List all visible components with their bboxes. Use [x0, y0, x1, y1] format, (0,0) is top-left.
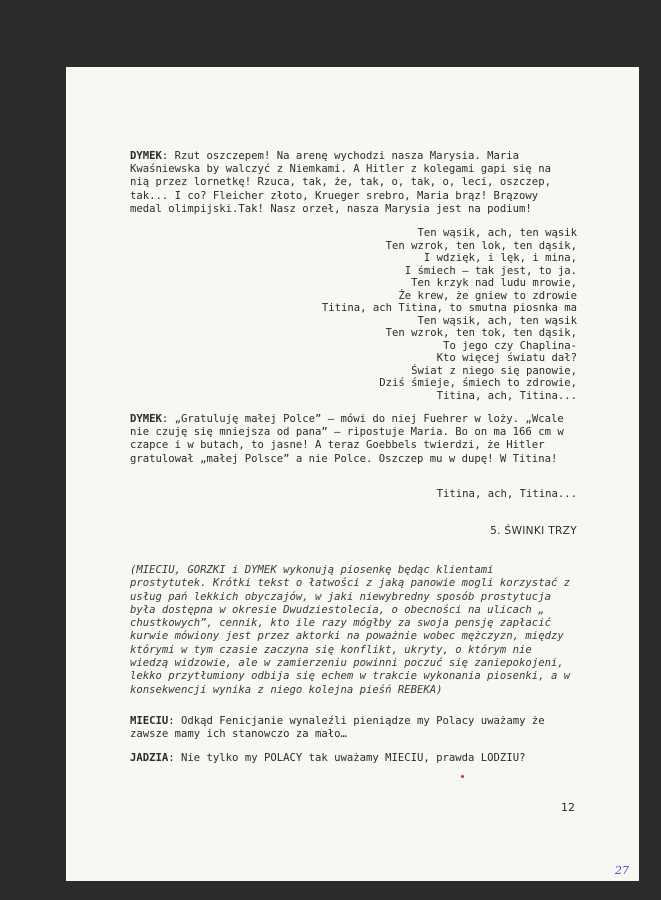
paragraph-dymek-2 [130, 413, 566, 466]
verse-line: Kto więcej światu dał? [436, 352, 577, 364]
red-ink-dot [461, 775, 464, 778]
page-number: 12 [561, 801, 575, 814]
verse-line: Ten wąsik, ach, ten wąsik [417, 227, 577, 239]
verse-line: Świat z niego się panowie, [411, 364, 577, 377]
verse-line: Ten krzyk nad ludu mrowie, [411, 277, 577, 289]
speaker-name: MIECIU [130, 715, 169, 727]
paragraph-dymek-1 [130, 150, 566, 216]
paragraph-jadzia [130, 752, 566, 765]
verse-line: To jego czy Chaplina- [443, 339, 577, 352]
verse-line: Dziś śmieje, śmiech to zdrowie, [379, 377, 577, 389]
verse-line: Ten wąsik, ach, ten wąsik [417, 314, 577, 327]
paragraph-text: : Nie tylko my POLACY tak uważamy MIECIU, prawda LODZIU? [168, 752, 526, 764]
verse-line: Titina, ach, Titina... [436, 389, 577, 402]
paragraph-text: : Rzut oszczepem! Na arenę wychodzi nasza Marysia. Maria Kwaśniewska by walczyć z Niemkami. A Hitler z kolegami gapi się na nią przez lornetkę! Rzuca, tak, że, tak, o, tak, o, leci, oszczep, tak... I co? Fleicher złoto, Krueger srebro, Maria brąz! Brązowy medal olimpijski.Tak! Nasz orzeł, nasza Marysia jest na podium! [130, 150, 551, 215]
speaker-name: DYMEK [130, 413, 162, 425]
speaker-name: DYMEK [130, 150, 162, 162]
handwritten-page-number: 27 [615, 864, 629, 877]
verse-line: Ten wzrok, ten lok, ten dąsik, [385, 239, 577, 252]
verse-line: Ten wzrok, ten tok, ten dąsik, [385, 327, 577, 339]
verse-line: I wdzięk, i lęk, i mina, [423, 252, 577, 264]
verse-line: Że krew, że gniew to zdrowie [398, 289, 577, 302]
paragraph-text: : „Gratuluję małej Polce” – mówi do niej Fuehrer w loży. „Wcale nie czuję się mniejsza od pana” – ripostuje Maria. Bo on ma 166 cm w czapce i w butach, to jasne! A teraz Goebbels twierdzi, że Hitler gratulował „małej Polsce” a nie Polce. Oszczep mu w dupę! W Titina! [130, 413, 564, 465]
refrain-line: Titina, ach, Titina... [436, 488, 577, 500]
song-title: 5. ŚWINKI TRZY [490, 525, 577, 537]
document-page [66, 67, 639, 881]
stage-direction: (MIECIU, GORZKI i DYMEK wykonują piosenkę będąc klientami prostytutek. Krótki tekst o łatwości z jaką panowie mogli korzystać z usług pań lekkich obyczajów, w jaki niewybredny sposób prostytucja była dostępna w okresie Dwudziestolecia, o obecności na ulicach „ chustkowych”, cennik, kto ile razy mógłby za swoja pensję zapłacić kurwie mówiony jest przez aktorki na poważnie wobec mężczyzn, między którymi w tym czasie zaczyna się konflikt, ukryty, o którym nie wiedzą widzowie, ale w zamierzeniu powinni poczuć się zaniepokojeni, lekko przytłumiony odbija się echem w trakcie wykonania piosenki, a w konsekwencji wynika z niego kolejna pieśń REBEKA) [130, 564, 571, 696]
song-verse [277, 227, 577, 402]
verse-line: Titina, ach Titina, to smutna piosnka ma [321, 302, 577, 314]
paragraph-text: : Odkąd Fenicjanie wynaleźli pieniądze my Polacy uważamy że zawsze mamy ich stanowczo za mało… [130, 715, 545, 741]
speaker-name: JADZIA [130, 752, 169, 764]
verse-line: I śmiech – tak jest, to ja. [404, 264, 577, 277]
paragraph-mieciu [130, 715, 566, 741]
